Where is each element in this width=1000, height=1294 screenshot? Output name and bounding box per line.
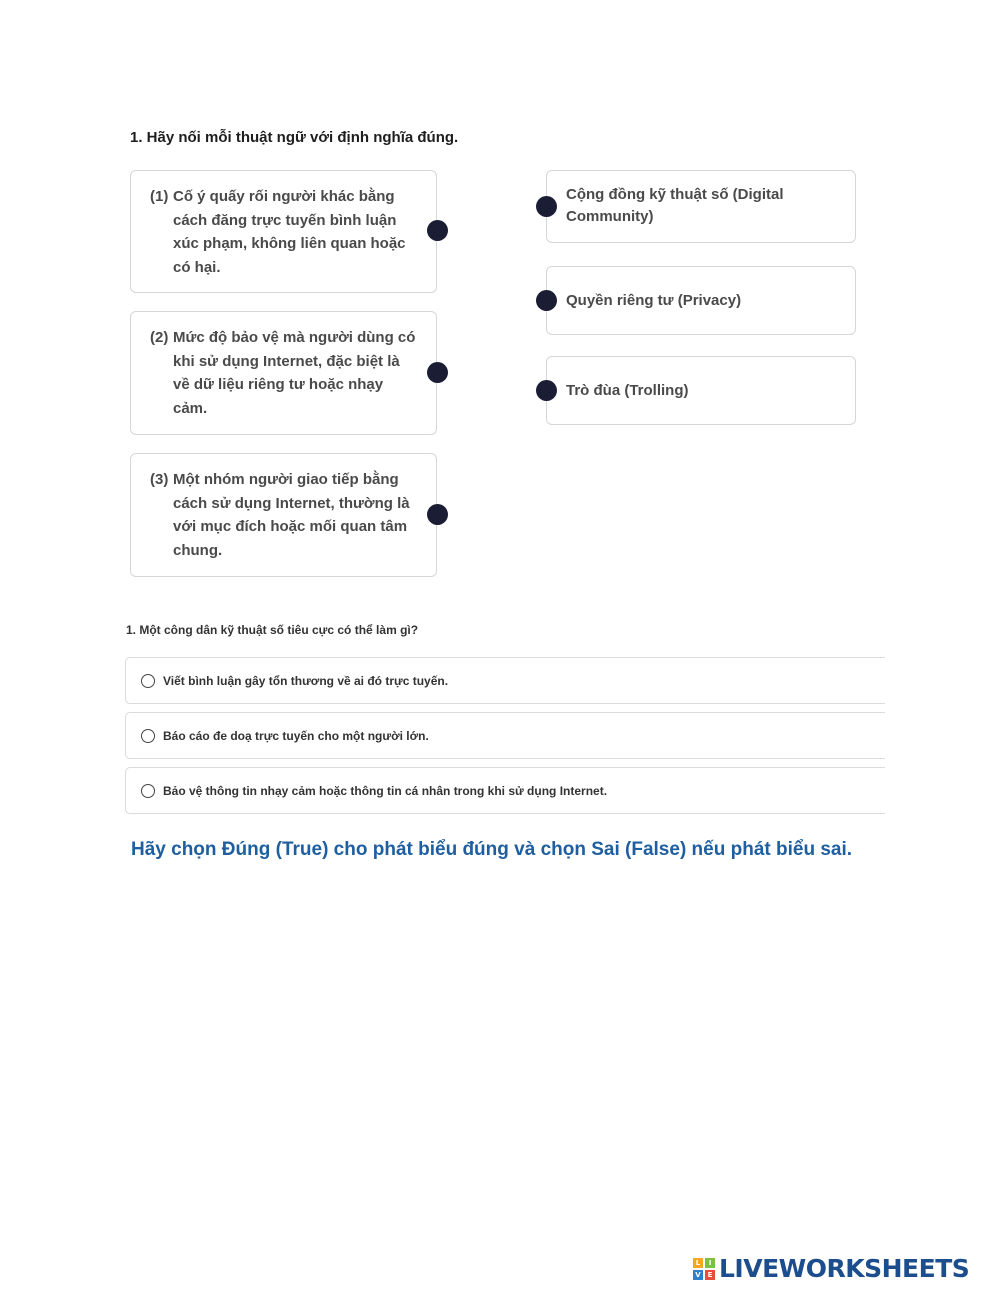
term-text: Cộng đồng kỹ thuật số (Digital Community) bbox=[566, 186, 784, 225]
radio-button[interactable] bbox=[141, 784, 155, 798]
logo-mark-letter: L bbox=[693, 1258, 703, 1268]
definition-2-connector-dot[interactable] bbox=[427, 362, 448, 383]
answer-option-label: Viết bình luận gây tổn thương về ai đó trực tuyến. bbox=[163, 673, 449, 688]
definition-number: (2) bbox=[150, 329, 169, 346]
term-card-digital-community bbox=[546, 170, 856, 243]
definition-3-connector-dot[interactable] bbox=[427, 504, 448, 525]
definition-card-3 bbox=[130, 453, 437, 577]
answer-option-2[interactable] bbox=[125, 712, 885, 759]
term-digital-community-connector-dot[interactable] bbox=[536, 196, 557, 217]
definition-text: Mức độ bảo vệ mà người dùng có khi sử dụng Internet, đặc biệt là về dữ liệu riêng tư hoặc nhạy cảm. bbox=[173, 329, 416, 417]
term-card-privacy bbox=[546, 266, 856, 335]
definition-text: Một nhóm người giao tiếp bằng cách sử dụng Internet, thường là với mục đích hoặc mối quan tâm chung. bbox=[173, 471, 410, 559]
multiple-choice-question: 1. Một công dân kỹ thuật số tiêu cực có thể làm gì? bbox=[126, 623, 419, 637]
matching-question-title: 1. Hãy nối mỗi thuật ngữ với định nghĩa đúng. bbox=[130, 129, 459, 146]
definition-card-2 bbox=[130, 311, 437, 435]
answer-option-3[interactable] bbox=[125, 767, 885, 814]
term-card-trolling bbox=[546, 356, 856, 425]
logo-mark-icon bbox=[693, 1258, 715, 1280]
logo-text: LIVEWORKSHEETS bbox=[719, 1254, 970, 1283]
term-text: Trò đùa (Trolling) bbox=[566, 381, 689, 399]
definition-text: Cố ý quấy rối người khác bằng cách đăng trực tuyến bình luận xúc phạm, không liên quan hoặc có hại. bbox=[173, 188, 406, 276]
logo-mark-letter: E bbox=[705, 1270, 715, 1280]
definition-1-connector-dot[interactable] bbox=[427, 220, 448, 241]
radio-button[interactable] bbox=[141, 674, 155, 688]
definition-number: (1) bbox=[150, 188, 169, 205]
logo-mark-letter: V bbox=[693, 1270, 703, 1280]
liveworksheets-logo bbox=[693, 1254, 969, 1284]
true-false-instruction: Hãy chọn Đúng (True) cho phát biểu đúng và chọn Sai (False) nếu phát biểu sai. bbox=[131, 839, 853, 860]
answer-option-1[interactable] bbox=[125, 657, 885, 704]
answer-option-label: Báo cáo đe doạ trực tuyến cho một người lớn. bbox=[163, 728, 429, 743]
term-text: Quyền riêng tư (Privacy) bbox=[566, 291, 742, 309]
term-trolling-connector-dot[interactable] bbox=[536, 380, 557, 401]
definition-number: (3) bbox=[150, 471, 169, 488]
logo-mark-letter: I bbox=[705, 1258, 715, 1268]
answer-option-label: Bảo vệ thông tin nhạy cảm hoặc thông tin cá nhân trong khi sử dụng Internet. bbox=[163, 783, 608, 798]
definition-card-1 bbox=[130, 170, 437, 293]
term-privacy-connector-dot[interactable] bbox=[536, 290, 557, 311]
radio-button[interactable] bbox=[141, 729, 155, 743]
